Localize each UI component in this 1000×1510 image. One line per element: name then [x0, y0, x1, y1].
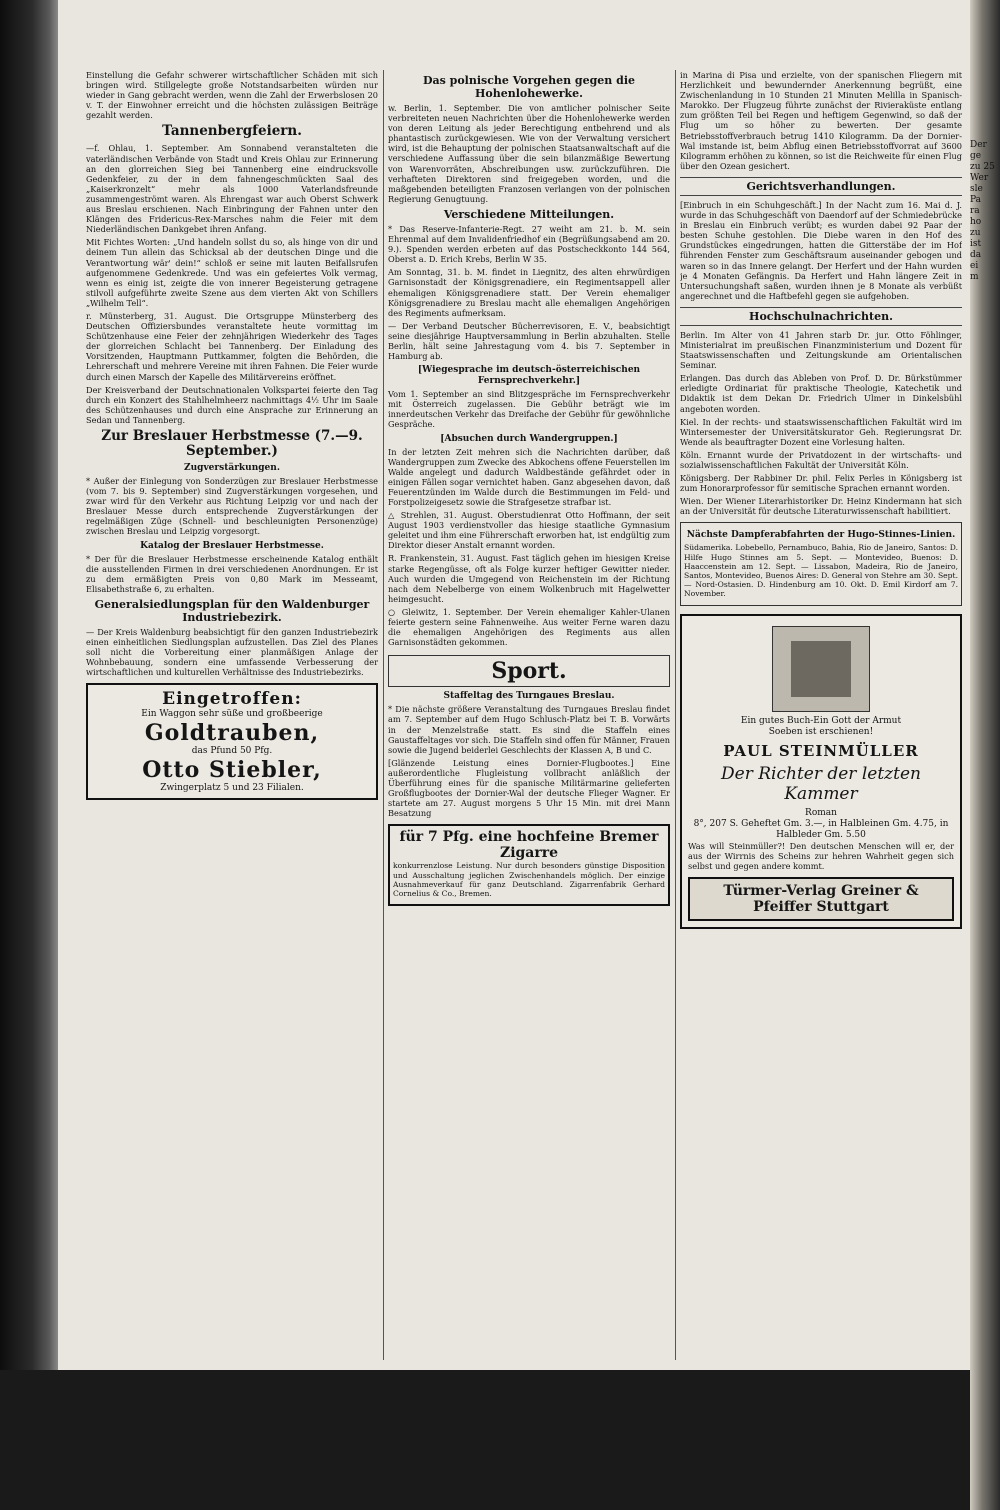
article-paragraph: Königsberg. Der Rabbiner Dr. phil. Felix Perles in Königsberg ist zum Honorarprofessor für semitische Sprachen ernannt worden.	[680, 473, 962, 494]
article-paragraph: * Die nächste größere Veranstaltung des Turngaues Breslau findet am 7. September auf dem Hugo Schlusch-Platz bei T. B. Vorwärts in der Menzelstraße statt. Es sind die Staffeln eines Gaustaffeltages vor sich. Die Staffeln sind offen für Männer, Frauen sowie die Jugend beiderlei Geschlechts der Klassen A, B und C.	[388, 704, 670, 755]
article-paragraph: Kiel. In der rechts- und staatswissenschaftlichen Fakultät wird im Wintersemester der Universitätskurator Geh. Regierungsrat Dr. Wende als beauftragter Dozent eine Vorlesung halten.	[680, 416, 962, 447]
edge-fragment: Pa	[970, 195, 982, 205]
book-announce: Soeben ist erschienen!	[768, 726, 874, 737]
edge-fragment: ei	[970, 261, 979, 271]
book-price: 8°, 207 S. Geheftet Gm. 3.—, in Halbleinen Gm. 4.75, in Halbleder Gm. 5.50	[693, 818, 949, 840]
article-paragraph: * Außer der Einlegung von Sonderzügen zur Breslauer Herbstmesse (vom 7. bis 9. September) sind Zugverstärkungen vorgesehen, und zwar wird für den Verkehr aus Richtung Leipzig vor und nach der Breslauer Messe durch entsprechende Zugverstärkungen der regelmäßigen Züge (Schnell- und beschleunigten Personenzüge) zwischen Breslau und Leipzig vorgesorgt.	[86, 476, 378, 537]
article-paragraph: * Das Reserve-Infanterie-Regt. 27 weiht am 21. b. M. sein Ehrenmal auf dem Invalidenfriedhof ein (Begrüßungsabend am 20. 9.). Spenden werden erbeten auf das Postscheckkonto 144 564, Oberst a. D. Erich Krebs, Berlin W 35.	[388, 223, 670, 265]
article-paragraph: in Marina di Pisa und erzielte, von der spanischen Fliegern mit Herzlichkeit und bewundernder Anerkennung begrüßt, eine Zwischenlandung in 10 Stunden 21 Minuten Melilla in Spanisch-Marokko. Der Flugzeug führte zunächst der Rivieraküste entlang zum größten Teil bei Regen und heftigem Gegenwind, so daß der Flug um so höher zu bewerten. Der gesamte Betriebsstoffverbrauch betrug 1410 Kilogramm. Da der Dornier-Wal imstande ist, beim Abflug einen Betriebsstoffvorrat auf 3600 Kilogramm erhöhen zu können, so ist die Reichweite für einen Flug über den Ozean gesichert.	[680, 70, 962, 171]
edge-fragment: da	[970, 250, 982, 260]
article-paragraph: Der Kreisverband der Deutschnationalen Volkspartei feierte den Tag durch ein Konzert des Stahlhelmheerz nachmittags 4½ Uhr im Saale des Schützenhauses und durch eine Ansprache zur Erinnerung an Sedan und Tannenberg.	[86, 384, 378, 425]
book-title: Der Richter der letzten Kammer	[721, 763, 921, 804]
edge-fragment: Der	[970, 140, 987, 150]
article-paragraph: In der letzten Zeit mehren sich die Nachrichten darüber, daß Wandergruppen zum Zwecke des Abkochens offene Feuerstellen im Walde angelegt und dadurch Waldbestände gefährdet oder in einigen Fällen sogar vernichtet haben. Ganz abgesehen davon, daß Feuerentzünden im Walde durch die Bestimmungen im Feld- und Forstpolizeigesetz sowie die Strafgesetze strafbar ist.	[388, 446, 670, 507]
article-paragraph: Vom 1. September an sind Blitzgespräche im Fernsprechverkehr mit Österreich zugelassen. Die Gebühr beträgt wie im innerdeutschen Verkehr das Dreifache der Gebühr für gewöhnliche Gespräche.	[388, 389, 670, 430]
newspaper-page	[58, 0, 970, 1370]
subheading-staffeltag: Staffeltag des Turngaues Breslau.	[443, 691, 615, 702]
subheading-zug: Zugverstärkungen.	[184, 463, 280, 473]
book-illustration	[772, 626, 870, 712]
article-paragraph: Köln. Ernannt wurde der Privatdozent in der wirtschafts- und sozialwissenschaftlichen Fakultät der Universität Köln.	[680, 449, 962, 470]
article-paragraph: Mit Fichtes Worten: „Und handeln sollst du so, als hinge von dir und deinem Tun allein das Schicksal ab der deutschen Dinge und die Verantwortung wär' dein!“ schloß er seine mit lauten Beifallsrufen aufgenommene Gedenkrede. Und was ein gefeiertes Volk vermag, wenn es einig ist, zeigte die von innerer Begeisterung getragene stilvoll aufgeführte zweite Szene aus dem vierten Akt von Schillers „Wilhelm Tell“.	[86, 237, 378, 308]
cigar-headline: für 7 Pfg. eine hochfeine Bremer Zigarre	[399, 829, 659, 862]
article-paragraph: Wien. Der Wiener Literarhistoriker Dr. Heinz Kindermann hat sich an der Universität für deutsche Literaturwissenschaft habilitiert.	[680, 496, 962, 517]
article-paragraph: * Der für die Breslauer Herbstmesse erscheinende Katalog enthält die ausstellenden Firmen in drei verschiedenen Anordnungen. Er ist zu dem ermäßigten Preis von 0,80 Mark im Messeamt, Elisabethstraße 6, zu erhalten.	[86, 553, 378, 594]
column-rule	[675, 70, 676, 1360]
ad-price: das Pfund 50 Pfg.	[191, 746, 273, 757]
heading-wandergruppen: [Absuchen durch Wandergruppen.]	[440, 433, 618, 444]
article-paragraph: [Einbruch in ein Schuhgeschäft.] In der Nacht zum 16. Mai d. J. wurde in das Schuhgeschäft von Daendorf auf der Schmiedebrücke in Breslau ein Einbruch verübt; es wurden dabei 92 Paar der besten Schuhe gestohlen. Die Diebe waren in den Hof des Grundstückes eingedrungen, hatten die Gitterstäbe der im Hof führenden Fenster zum Geschäftsraum auseinander gebogen und waren so in das Innere gelangt. Der Herfert und der Hahn wurden je 4 Monaten Gefängnis. Da Herfert und Hahn längere Zeit in Untersuchungshaft saßen, wurden ihnen je 8 Monate als verbüßt angerechnet und die Haftbefehl gegen sie aufgehoben.	[680, 199, 962, 301]
adjacent-page-edge	[970, 0, 1000, 1510]
ad-product: Goldtrauben,	[144, 720, 320, 747]
schedule-heading: Nächste Dampferabfahrten der Hugo-Stinnes-Linien.	[686, 530, 956, 541]
book-description: Was will Steinmüller?! Den deutschen Menschen will er, der aus der Wirrnis des Scheins zur hehren Wahrheit gegen sich selbst und gegen andere kommt.	[688, 840, 954, 871]
article-paragraph: Erlangen. Das durch das Ableben von Prof. D. Dr. Bürkstümmer erledigte Ordinariat für praktische Theologie, Katechetik und Didaktik ist dem Dekan Dr. Friedrich Ulmer in Dinkelsbühl angeboten worden.	[680, 373, 962, 414]
heading-gericht: Gerichtsverhandlungen.	[680, 177, 962, 196]
cigar-text: konkurrenzlose Leistung. Nur durch besonders günstige Disposition und Ausschaltung jeglichen Zwischenhandels möglich. Der einzige Ausnahmeverkauf für ganz Deutschland. Zigarrenfabrik Gerhard Cornelius & Co., Bremen.	[393, 861, 665, 898]
article-paragraph: — Der Verband Deutscher Bücherrevisoren, E. V., beabsichtigt seine diesjährige Hauptversammlung in Berlin abzuhalten. Stelle Berlin, hält seine Jahrestagung vom 4. bis 7. September in Hamburg ab.	[388, 320, 670, 362]
ad-line: Ein Waggon sehr süße und großbeerige	[141, 709, 323, 720]
edge-fragment: ist	[970, 239, 982, 249]
ad-address: Zwingerplatz 5 und 23 Filialen.	[160, 783, 304, 794]
advertisement-cigar	[388, 824, 670, 906]
heading-hohenlohewerke: Das polnische Vorgehen gegen die Hohenlohewerke.	[422, 74, 636, 100]
article-paragraph: Am Sonntag, 31. b. M. findet in Liegnitz, des alten ehrwürdigen Garnisonstadt der Königsgrenadiere, ein Regimentsappell aller ehemaligen Königsgrenadiere statt. Der Verein ehemaliger Königsgrenadiere zu Breslau macht alle ehemaligen Angehörigen des Regiments aufmerksam.	[388, 267, 670, 318]
ad-title: Eingetroffen:	[162, 689, 302, 710]
advertisement-book	[680, 614, 962, 929]
sport-section-header: Sport.	[388, 655, 670, 687]
subheading-katalog: Katalog der Breslauer Herbstmesse.	[140, 540, 324, 551]
edge-fragment: ho	[970, 217, 982, 227]
book-small-caption: Ein gutes Buch-Ein Gott der Armut	[740, 715, 902, 726]
edge-fragment: Wer	[970, 173, 989, 183]
column-right	[680, 70, 962, 1360]
edge-fragment: ge	[970, 151, 982, 161]
column-middle	[388, 70, 670, 1360]
heading-hochschul: Hochschulnachrichten.	[680, 307, 962, 326]
article-paragraph: r. Münsterberg, 31. August. Die Ortsgruppe Münsterberg des Deutschen Offiziersbundes veranstaltete heute vormittag im Schützenhause eine Feier der zehnjährigen Wiederkehr des Tages der glorreichen Schlacht bei Tannenberg. Der Einladung des Vorsitzenden, Hauptmann Puttkammer, folgten die Behörden, die Lehrerschaft und mehrere Vereine mit ihren Fahnen. Die Feier wurde durch einen Marsch der Kapelle des Militärvereins eröffnet.	[86, 310, 378, 382]
column-rule	[383, 70, 384, 1360]
book-author: PAUL STEINMÜLLER	[723, 741, 919, 760]
heading-tannenberg: Tannenbergfeiern.	[162, 123, 302, 140]
book-genre: Roman	[805, 807, 837, 818]
book-binding	[0, 0, 58, 1370]
article-paragraph: △ Strehlen, 31. August. Oberstudienrat Otto Hoffmann, der seit August 1903 verdienstvoller das hiesige staatliche Gymnasium geleitet und ihm eine Führerschaft erworben hat, ist endgültig zum Direktor dieser Anstalt ernannt worden.	[388, 510, 670, 551]
article-paragraph: R. Frankenstein, 31. August. Fast täglich gehen im hiesigen Kreise starke Regengüsse, oft als Folge kurzer heftiger Gewitter nieder. Auch wurden die Umgegend von Reichenstein im der Richtung nach dem Nebelberge von einem Wolkenbruch mit Hagelwetter heimgesucht.	[388, 553, 670, 604]
heading-fernsprech: [Wiegesprache im deutsch-österreichischen Fernsprechverkehr.]	[417, 365, 641, 387]
publisher-logo: Türmer-Verlag Greiner & Pfeiffer Stuttgart	[688, 877, 954, 921]
article-paragraph: — Der Kreis Waldenburg beabsichtigt für den ganzen Industriebezirk einen einheitlichen Siedlungsplan aufzustellen. Das Ziel des Planes soll nicht die Vorbereitung einer planmäßigen Anlage der Wohnbebauung, sondern eine umfassende Verbesserung der wirtschaftlichen und kulturellen Verhältnisse des Industriebezirks.	[86, 626, 378, 678]
heading-herbstmesse: Zur Breslauer Herbstmesse (7.—9. September.)	[101, 428, 363, 459]
article-paragraph: —f. Ohlau, 1. September. Am Sonnabend veranstalteten die vaterländischen Verbände von Stadt und Kreis Ohlau zur Erinnerung an den glorreichen Sieg bei Tannenberg eine eindrucksvolle Gedenkfeier, zu der in dem fahnengeschmückten Saal des „Kaiserkronzelt“ mehr als 1000 Vaterlandsfreunde zusammengeströmt waren. Als Ehrengast war auch Oberst Schwerk aus Breslau erschienen. Nach Einbringung der Fahnen unter den Klängen des Fridericus-Rex-Marsches nahm die Feier mit dem Niederländischen Dankgebet ihren Anfang.	[86, 143, 378, 235]
edge-fragment: ra	[970, 206, 980, 216]
article-paragraph: [Glänzende Leistung eines Dornier-Flugbootes.] Eine außerordentliche Flugleistung vollbracht anläßlich der Überführung eines für die spanische Militärmarine gelieferten Großflugbootes der Dornier-Wal der deutsche Flieger Wagner. Er startete am 27. August morgens 5 Uhr 15 Min. mit drei Mann Besatzung	[388, 757, 670, 819]
heading-mitteilungen: Verschiedene Mitteilungen.	[443, 207, 615, 221]
article-paragraph: Berlin. Im Alter von 41 Jahren starb Dr. jur. Otto Föhlinger, Ministerialrat im preußischen Finanzministerium und Dozent für Staatswissenschaften und Zeitungskunde am Orientalischen Seminar.	[680, 329, 962, 371]
ad-firm: Otto Stiebler,	[142, 757, 322, 784]
intro-paragraph: Einstellung die Gefahr schwerer wirtschaftlicher Schäden mit sich bringen wird. Stillgelegte große Notstandsarbeiten würden nur wieder in Gang gebracht werden, wenn die Zahl der Erwerbslosen 20 v. T. der Einwohner erreicht und die höchsten zulässigen Beiträge gezahlt werden.	[86, 70, 378, 121]
edge-fragment: sle	[970, 184, 983, 194]
advertisement-grapes	[86, 683, 378, 800]
edge-fragment: m	[970, 272, 979, 282]
edge-fragment: zu 25	[970, 162, 995, 172]
heading-siedlungsplan: Generalsiedlungsplan für den Waldenburger Industriebezirk.	[94, 597, 370, 624]
edge-fragment: zu	[970, 228, 981, 238]
article-paragraph: ○ Gleiwitz, 1. September. Der Verein ehemaliger Kahler-Ulanen feierte gestern seine Fahnenweihe. Aus weiter Ferne waren dazu die ehemaligen Angehörigen des Regiments aus allen Garnisonstädten gekommen.	[388, 606, 670, 648]
steamer-schedule	[680, 522, 962, 605]
column-left	[86, 70, 378, 1360]
schedule-text: Südamerika. Lobebello, Pernambuco, Bahia, Rio de Janeiro, Santos: D. Hilfe Hugo Stinnes am 5. Sept. — Montevideo, Buenos: D. Haaccenstein am 12. Sept. — Lissabon, Madeira, Rio de Janeiro, Santos, Montevideo, Buenos Aires: D. General von Stehre am 30. Sept. — Nord-Ostasien. D. Hindenburg am 10. Okt. D. Emil Kirdorf am 7. November.	[684, 543, 958, 599]
article-paragraph: w. Berlin, 1. September. Die von amtlicher polnischer Seite verbreiteten neuen Nachrichten über die Hohenlohewerke werden von deren Leitung als jeder Berechtigung entbehrend und als phantastisch zurückgewiesen. Wie von der Verwaltung versichert wird, ist die Behauptung der polnischen Staatsanwaltschaft auf die verschiedene Auffassung über die sein bilanzmäßige Bewertung von Warenvorräten, Abschreibungen usw. zurückzuführen. Die verhafteten Direktoren sind freigegeben worden, und die maßgebenden beteiligten Franzosen verlangen von der polnischen Regierung Genugtuung.	[388, 103, 670, 204]
